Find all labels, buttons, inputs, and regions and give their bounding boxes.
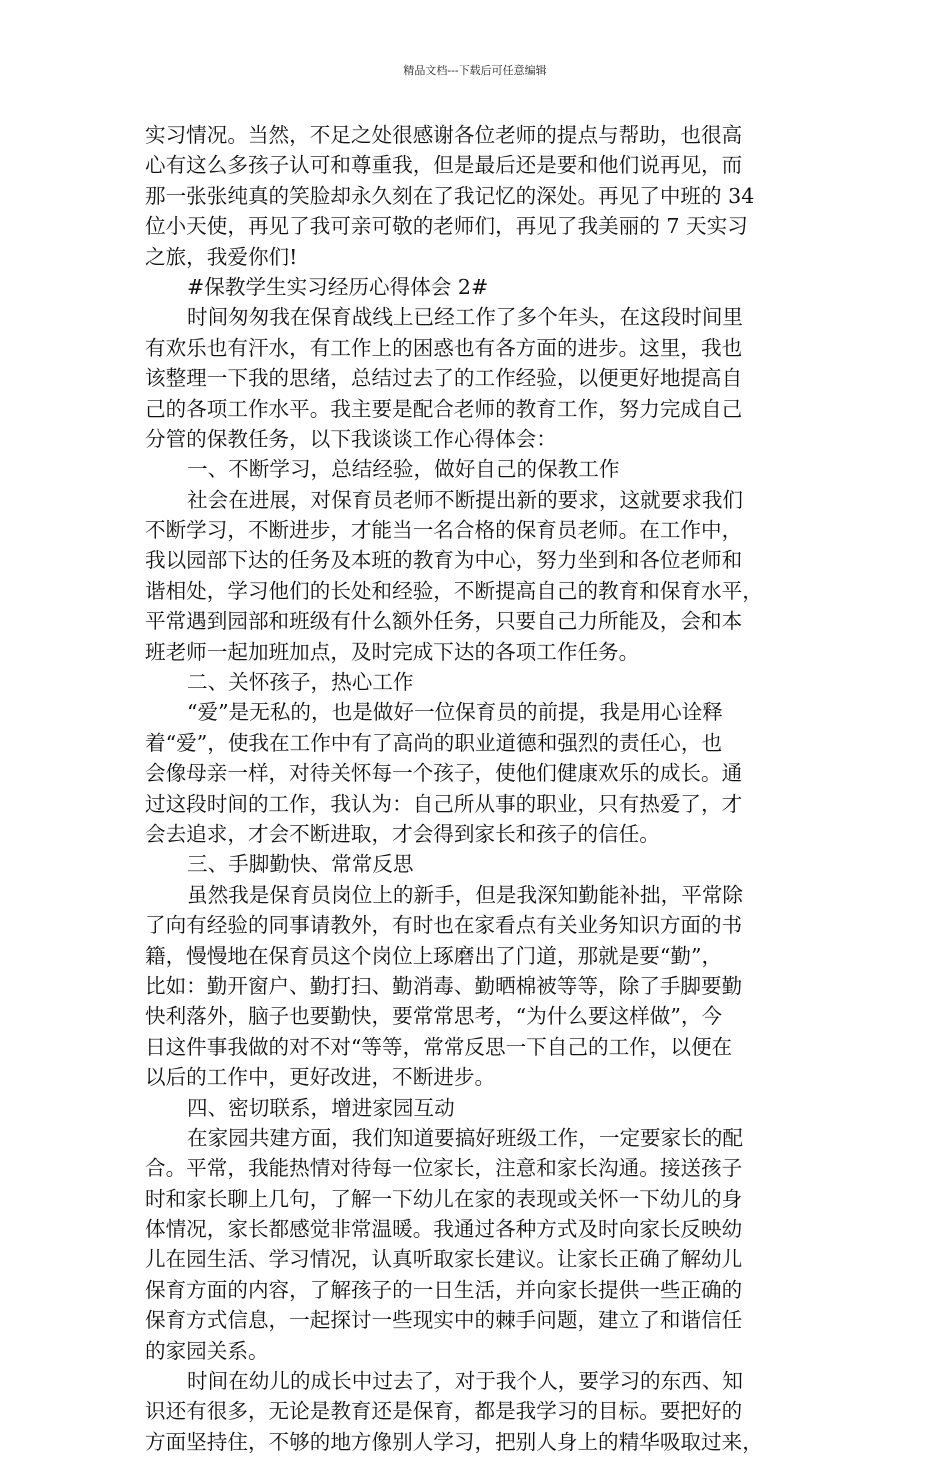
text-line: 合。平常，我能热情对待每一位家长，注意和家长沟通。接送孩子 [145, 1156, 743, 1181]
text-line: 己的各项工作水平。我主要是配合老师的教育工作，努力完成自己 [145, 396, 743, 421]
text-line: 体情况，家长都感觉非常温暖。我通过各种方式及时向家长反映幼 [145, 1217, 743, 1242]
text-line: 快利落外，脑子也要勤快，要常常思考，“为什么要这样做”，今 [145, 1004, 723, 1029]
text-line: 二、关怀孩子，热心工作 [187, 670, 414, 695]
text-line: 过这段时间的工作，我认为：自己所从事的职业，只有热爱了，才 [145, 791, 743, 816]
text-line: 之旅，我爱你们! [145, 244, 298, 269]
text-line: 虽然我是保育员岗位上的新手，但是我深知勤能补拙，平常除 [187, 882, 744, 907]
text-line: 保育方面的内容，了解孩子的一日生活，并向家长提供一些正确的 [145, 1277, 743, 1302]
text-line: 一、不断学习，总结经验，做好自己的保教工作 [187, 457, 620, 482]
text-line: 在家园共建方面，我们知道要搞好班级工作，一定要家长的配 [187, 1125, 744, 1150]
document-body [145, 120, 815, 1457]
text-line: 时和家长聊上几句，了解一下幼儿在家的表现或关怀一下幼儿的身 [145, 1186, 743, 1211]
text-line: 不断学习，不断进步，才能当一名合格的保育员老师。在工作中， [145, 518, 743, 543]
text-line: 了向有经验的同事请教外，有时也在家看点有关业务知识方面的书 [145, 913, 743, 938]
text-line: 日这件事我做的对不对“等等，常常反思一下自己的工作，以便在 [145, 1034, 733, 1059]
text-line: 比如：勤开窗户、勤打扫、勤消毒、勤晒棉被等等，除了手脚要勤 [145, 973, 743, 998]
text-line: 那一张张纯真的笑脸却永久刻在了我记忆的深处。再见了中班的 34 [145, 183, 755, 208]
text-line: #保教学生实习经历心得体会 2# [187, 274, 489, 299]
text-line: 有欢乐也有汗水，有工作上的困惑也有各方面的进步。这里，我也 [145, 335, 743, 360]
text-line: 着“爱”，使我在工作中有了高尚的职业道德和强烈的责任心，也 [145, 730, 723, 755]
text-line: 会像母亲一样，对待关怀每一个孩子，使他们健康欢乐的成长。通 [145, 761, 743, 786]
text-line: 四、密切联系，增进家园互动 [187, 1095, 455, 1120]
text-line: 谐相处，学习他们的长处和经验，不断提高自己的教育和保育水平， [145, 578, 763, 603]
text-line: 时间匆匆我在保育战线上已经工作了多个年头，在这段时间里 [187, 305, 744, 330]
page-header: 精品文档---下载后可任意编辑 [403, 64, 547, 77]
text-line: 时间在幼儿的成长中过去了，对于我个人，要学习的东西、知 [187, 1369, 744, 1394]
text-line: 保育方式信息，一起探讨一些现实中的棘手问题，建立了和谐信任 [145, 1308, 743, 1333]
text-line: 的家园关系。 [145, 1338, 269, 1363]
text-line: 实习情况。当然，不足之处很感谢各位老师的提点与帮助，也很高 [145, 123, 743, 147]
text-line: 会去追求，才会不断进取，才会得到家长和孩子的信任。 [145, 821, 660, 846]
text-line: 三、手脚勤快、常常反思 [187, 852, 414, 877]
text-line: 方面坚持住，不够的地方像别人学习，把别人身上的精华吸取过来， [145, 1429, 763, 1454]
text-line: 位小天使，再见了我可亲可敬的老师们，再见了我美丽的 7 天实习 [145, 214, 748, 239]
text-line: 班老师一起加班加点，及时完成下达的各项工作任务。 [145, 639, 640, 664]
text-line: 心有这么多孩子认可和尊重我，但是最后还是要和他们说再见，而 [145, 153, 743, 178]
text-line: 分管的保教任务，以下我谈谈工作心得体会： [145, 426, 557, 451]
text-line: 我以园部下达的任务及本班的教育为中心，努力坐到和各位老师和 [145, 548, 743, 573]
text-line: 社会在进展，对保育员老师不断提出新的要求，这就要求我们 [187, 487, 744, 512]
text-line: 该整理一下我的思绪，总结过去了的工作经验，以便更好地提高自 [145, 366, 743, 391]
text-line: 儿在园生活、学习情况，认真听取家长建议。让家长正确了解幼儿 [145, 1247, 743, 1272]
text-line: 以后的工作中，更好改进，不断进步。 [145, 1065, 496, 1090]
text-line: 籍，慢慢地在保育员这个岗位上琢磨出了门道，那就是要“勤”， [145, 943, 723, 968]
text-line: 识还有很多，无论是教育还是保育，都是我学习的目标。要把好的 [145, 1399, 743, 1424]
text-line: “爱”是无私的，也是做好一位保育员的前提，我是用心诠释 [187, 700, 723, 725]
text-line: 平常遇到园部和班级有什么额外任务，只要自己力所能及，会和本 [145, 609, 743, 634]
